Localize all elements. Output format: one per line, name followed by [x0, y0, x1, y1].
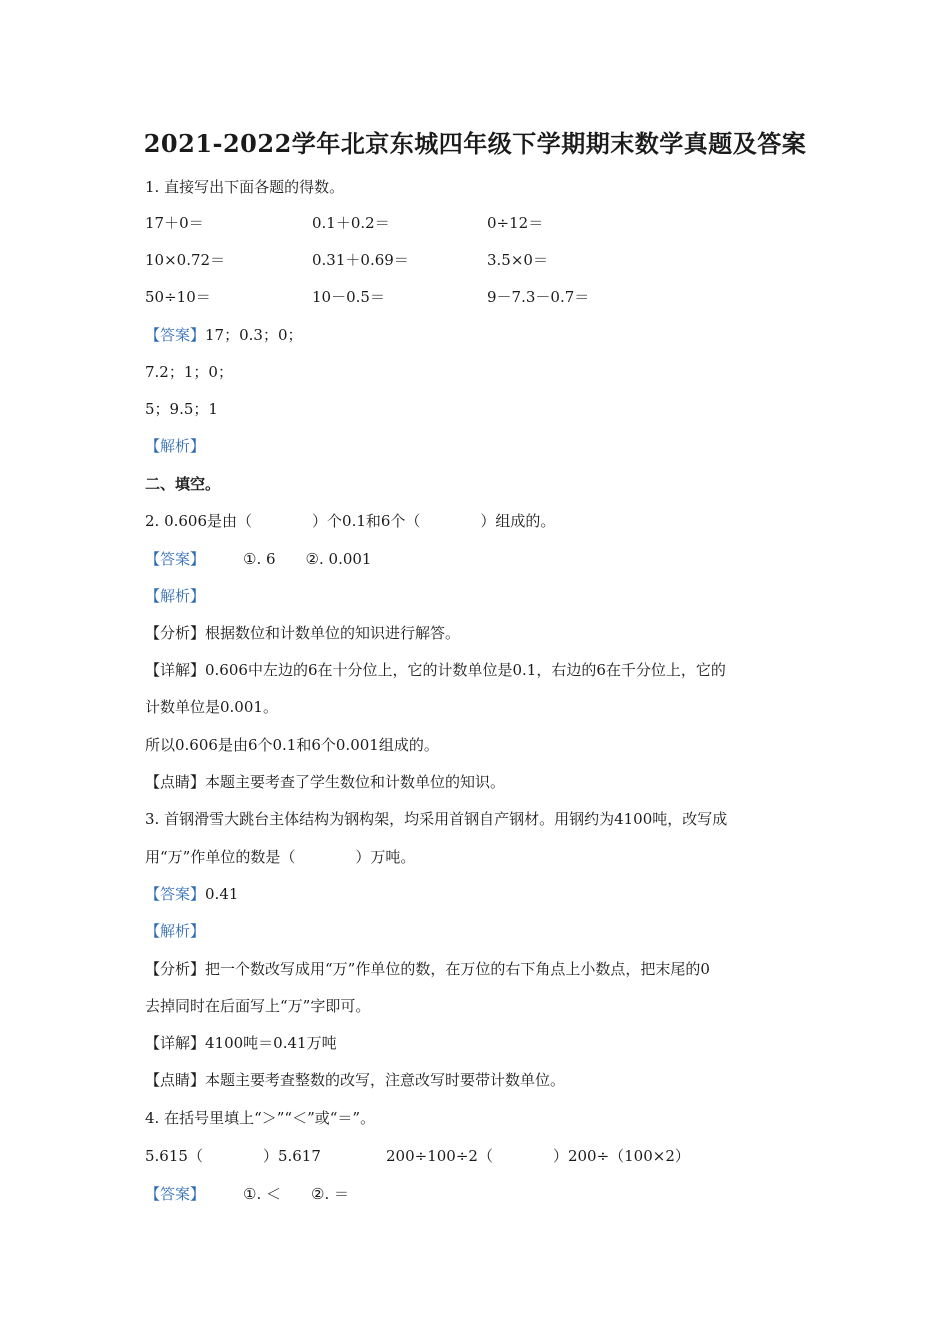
answer-value: ①. ＜ ②. ＝ — [243, 1185, 349, 1203]
q1-expression: 3.5×0＝ — [487, 251, 548, 269]
q1-expression: 0.31＋0.69＝ — [312, 251, 409, 269]
q1-expression: 0.1＋0.2＝ — [312, 214, 390, 232]
q3-prompt: 3. 首钢滑雪大跳台主体结构为钢构架，均采用首钢自产钢材。用钢约为4100吨，改写成 — [145, 810, 728, 828]
q4-item: 200÷100÷2（ ）200÷（100×2） — [386, 1147, 690, 1165]
q1-expression: 10×0.72＝ — [145, 251, 226, 269]
q2-xiangjie-cont: 计数单位是0.001。 — [145, 698, 278, 716]
q1-expression: 0÷12＝ — [487, 214, 544, 232]
analysis-tag: 【解析】 — [145, 922, 206, 940]
answer-tag: 【答案】 — [145, 326, 206, 344]
analysis-tag: 【解析】 — [145, 437, 206, 455]
q1-answer — [145, 324, 303, 345]
q1-expression: 17＋0＝ — [145, 214, 204, 232]
answer-tag: 【答案】 — [145, 550, 206, 568]
answer-tag: 【答案】 — [145, 1185, 206, 1203]
q2-conclusion: 所以0.606是由6个0.1和6个0.001组成的。 — [145, 736, 439, 754]
q2-xiangjie: 【详解】0.606中左边的6在十分位上，它的计数单位是0.1，右边的6在千分位上，它的 — [145, 661, 726, 679]
page-title: 2021-2022学年北京东城四年级下学期期末数学真题及答案 — [143, 129, 807, 158]
q4-prompt: 4. 在括号里填上“＞”“＜”或“＝”。 — [145, 1109, 376, 1127]
answer-value: ①. 6 ②. 0.001 — [243, 550, 372, 568]
answer-tag: 【答案】 — [145, 885, 206, 903]
q3-fenxi-cont: 去掉同时在后面写上“万”字即可。 — [145, 997, 371, 1015]
q2-prompt: 2. 0.606是由（ ）个0.1和6个（ ）组成的。 — [145, 512, 556, 530]
q3-prompt-cont: 用“万”作单位的数是（ ）万吨。 — [145, 848, 416, 866]
q1-expression: 9－7.3－0.7＝ — [487, 288, 590, 306]
q1-prompt: 1. 直接写出下面各题的得数。 — [145, 178, 345, 196]
section-heading: 二、填空。 — [145, 475, 221, 493]
answer-value: 0.41 — [205, 885, 239, 903]
q3-xiangjie: 【详解】4100吨＝0.41万吨 — [145, 1034, 337, 1052]
q4-answer — [145, 1183, 349, 1204]
q2-dianjing: 【点睛】本题主要考查了学生数位和计数单位的知识。 — [145, 773, 506, 791]
q3-dianjing: 【点睛】本题主要考查整数的改写，注意改写时要带计数单位。 — [145, 1071, 566, 1089]
q1-answer-line-2: 7.2；1；0； — [145, 363, 233, 381]
q3-fenxi: 【分析】把一个数改写成用“万”作单位的数，在万位的右下角点上小数点，把末尾的0 — [145, 960, 710, 978]
q3-answer — [145, 883, 238, 904]
q2-answer — [145, 548, 371, 569]
analysis-tag: 【解析】 — [145, 587, 206, 605]
q1-expression: 50÷10＝ — [145, 288, 211, 306]
q1-answer-line-3: 5；9.5；1 — [145, 400, 218, 418]
answer-value: 17；0.3；0； — [205, 326, 303, 344]
q4-item: 5.615（ ）5.617 — [145, 1147, 321, 1165]
q1-expression: 10－0.5＝ — [312, 288, 385, 306]
q2-fenxi: 【分析】根据数位和计数单位的知识进行解答。 — [145, 624, 461, 642]
